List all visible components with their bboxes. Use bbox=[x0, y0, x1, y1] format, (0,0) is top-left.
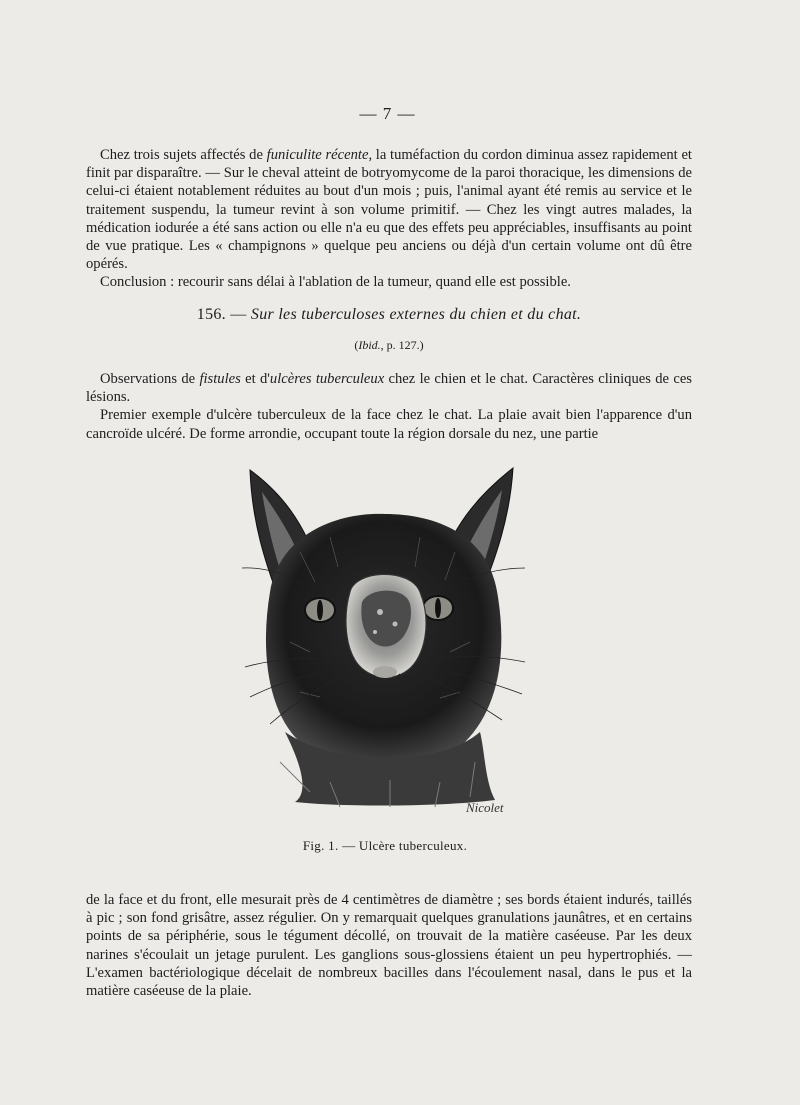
source-page: , p. 127. bbox=[380, 338, 420, 352]
italic-text: ulcères tuberculeux bbox=[269, 371, 385, 387]
figure-caption: Fig. 1. — Ulcère tuberculeux. bbox=[302, 838, 468, 853]
paragraph bbox=[86, 891, 692, 1000]
figure-cat-illustration bbox=[240, 462, 530, 832]
page-number: — 7 — bbox=[359, 104, 416, 123]
text-run: Observations de bbox=[100, 371, 200, 387]
text-run: chez le chien et le chat. Caractères cliniques de ces lésions. bbox=[86, 371, 692, 406]
paragraph bbox=[86, 273, 692, 291]
italic-text: funiculite récente bbox=[266, 147, 369, 163]
text-run: et d' bbox=[240, 371, 270, 387]
text-run: Conclusion : recourir sans délai à l'ablation de la tumeur, quand elle est possible. bbox=[100, 274, 571, 291]
text-run: de la face et du front, elle mesurait près de 4 centimètres de diamètre ; ses bords étaient indurés, taillés à pic ; son fond grisâtre, assez régulier. On y remarquait quelques granulations jaunâtres, et en certains points de sa périphérie, sous le tégument décollé, on trouvait de la matière caséeuse. Par les deux narines s'écoulait un jetage purulent. Les ganglions sous-glossiens étaient un peu hypertrophiés. — L'examen bactériologique décelait de nombreux bacilles dans l'écoulement nasal, dans le pus et la matière caséeuse de la plaie. bbox=[86, 892, 692, 1000]
paragraph bbox=[86, 406, 692, 442]
text-block-bottom bbox=[86, 891, 692, 1000]
section-number: 156. — bbox=[196, 306, 247, 323]
source-ibid: Ibid. bbox=[358, 338, 381, 352]
section-source: (Ibid., p. 127.) bbox=[354, 338, 424, 352]
text-block-top bbox=[86, 146, 692, 292]
text-block-middle bbox=[86, 370, 692, 443]
cat-drawing bbox=[240, 462, 530, 832]
section-title: Sur les tuberculoses externes du chien et du chat. bbox=[250, 306, 582, 323]
text-run: , la tuméfaction du cordon diminua assez rapidement et finit par disparaître. — Sur le cheval atteint de botryomycome de la paroi thoracique, les dimensions de celui-ci étaient notablement réduites au bout d'un mois ; puis, l'animal ayant été remis au service et le traitement suspendu, la tumeur revint à son volume primitif. — Chez les vingt autres malades, la médication iodurée a été sans action ou elle n'a eu que des effets peu appréciables, insuffisants au point de vue pratique. Les « champignons » quelque peu anciens ou déjà d'un certain volume ont dû être opérés. bbox=[86, 147, 692, 273]
illustrator-signature: Nicolet bbox=[466, 800, 504, 815]
paragraph bbox=[86, 370, 692, 406]
italic-text: fistules bbox=[199, 371, 241, 387]
text-run: Chez trois sujets affectés de bbox=[100, 147, 267, 163]
text-run: Premier exemple d'ulcère tuberculeux de la face chez le chat. La plaie avait bien l'apparence d'un cancroïde ulcéré. De forme arrondie, occupant toute la région dorsale du nez, une partie bbox=[86, 407, 692, 442]
section-heading bbox=[86, 306, 692, 324]
paragraph bbox=[86, 146, 692, 273]
